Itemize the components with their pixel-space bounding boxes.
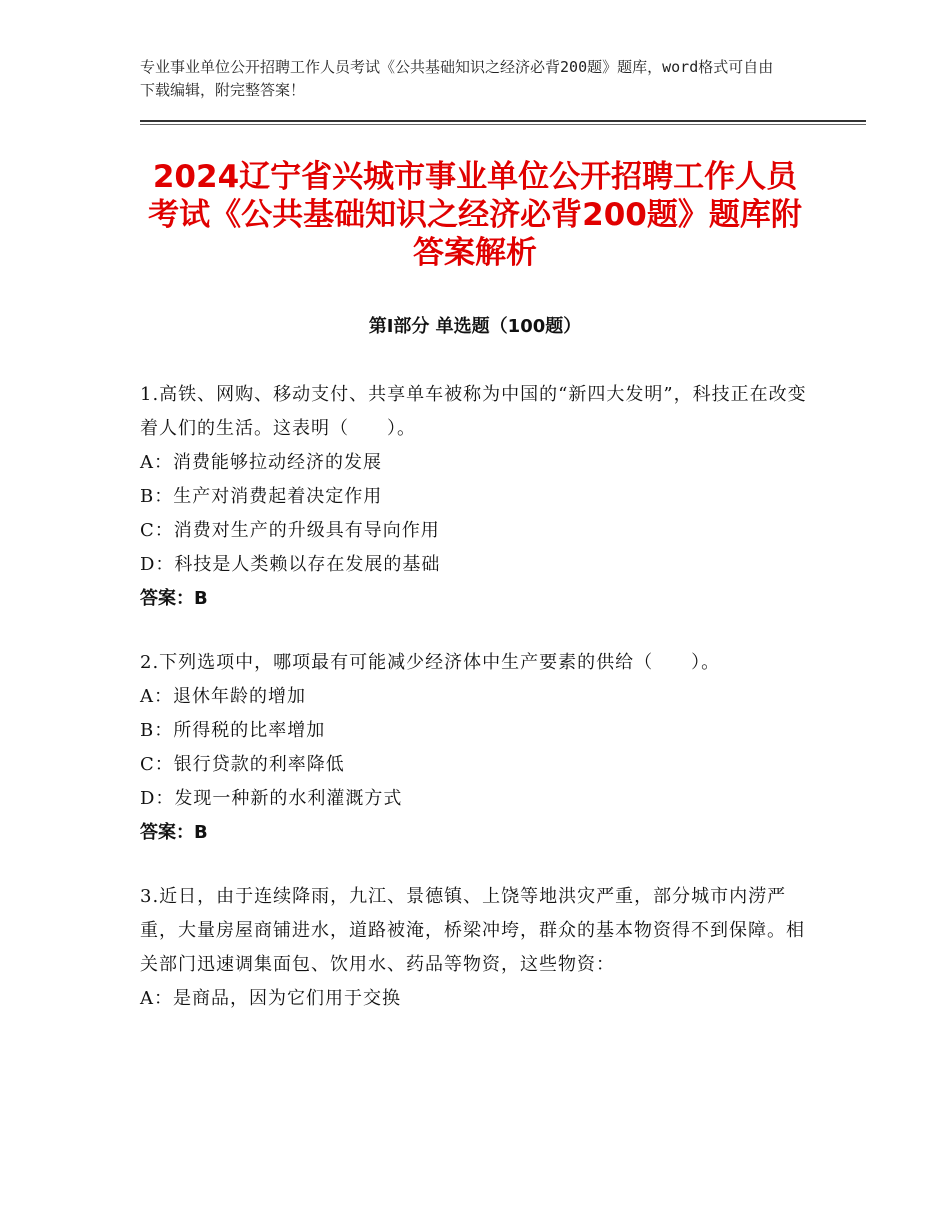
question-stem: 1.高铁、网购、移动支付、共享单车被称为中国的“新四大发明”，科技正在改变着人们的生活。这表明（ ）。: [140, 384, 807, 439]
option-a: A：是商品，因为它们用于交换: [140, 988, 401, 1009]
option-d: D：发现一种新的水利灌溉方式: [140, 788, 403, 809]
option-a: A：消费能够拉动经济的发展: [140, 452, 382, 473]
answer: 答案：B: [140, 822, 208, 843]
option-c: C：消费对生产的升级具有导向作用: [140, 520, 440, 541]
question-3: [140, 880, 810, 1016]
section-title: 第Ⅰ部分 单选题（100题）: [368, 316, 582, 337]
question-stem: 3.近日，由于连续降雨，九江、景德镇、上饶等地洪灾严重，部分城市内涝严重，大量房屋商铺进水，道路被淹，桥梁冲垮，群众的基本物资得不到保障。相关部门迅速调集面包、饮用水、药品等物资，这些物资：: [140, 886, 805, 975]
header-note: 专业事业单位公开招聘工作人员考试《公共基础知识之经济必背200题》题库，word格式可自由下载编辑，附完整答案！: [140, 58, 774, 99]
header-divider: [140, 120, 866, 122]
question-list: [140, 378, 810, 1046]
option-d: D：科技是人类赖以存在发展的基础: [140, 554, 441, 575]
option-b: B：所得税的比率增加: [140, 720, 326, 741]
option-a: A：退休年龄的增加: [140, 686, 306, 707]
document-title: 2024辽宁省兴城市事业单位公开招聘工作人员考试《公共基础知识之经济必背200题》题库附答案解析: [148, 159, 802, 271]
question-1: [140, 378, 810, 616]
question-stem: 2.下列选项中，哪项最有可能减少经济体中生产要素的供给（ ）。: [140, 652, 721, 673]
question-2: [140, 646, 810, 850]
option-b: B：生产对消费起着决定作用: [140, 486, 383, 507]
answer: 答案：B: [140, 588, 208, 609]
header-divider-thin: [140, 124, 866, 125]
option-c: C：银行贷款的利率降低: [140, 754, 345, 775]
